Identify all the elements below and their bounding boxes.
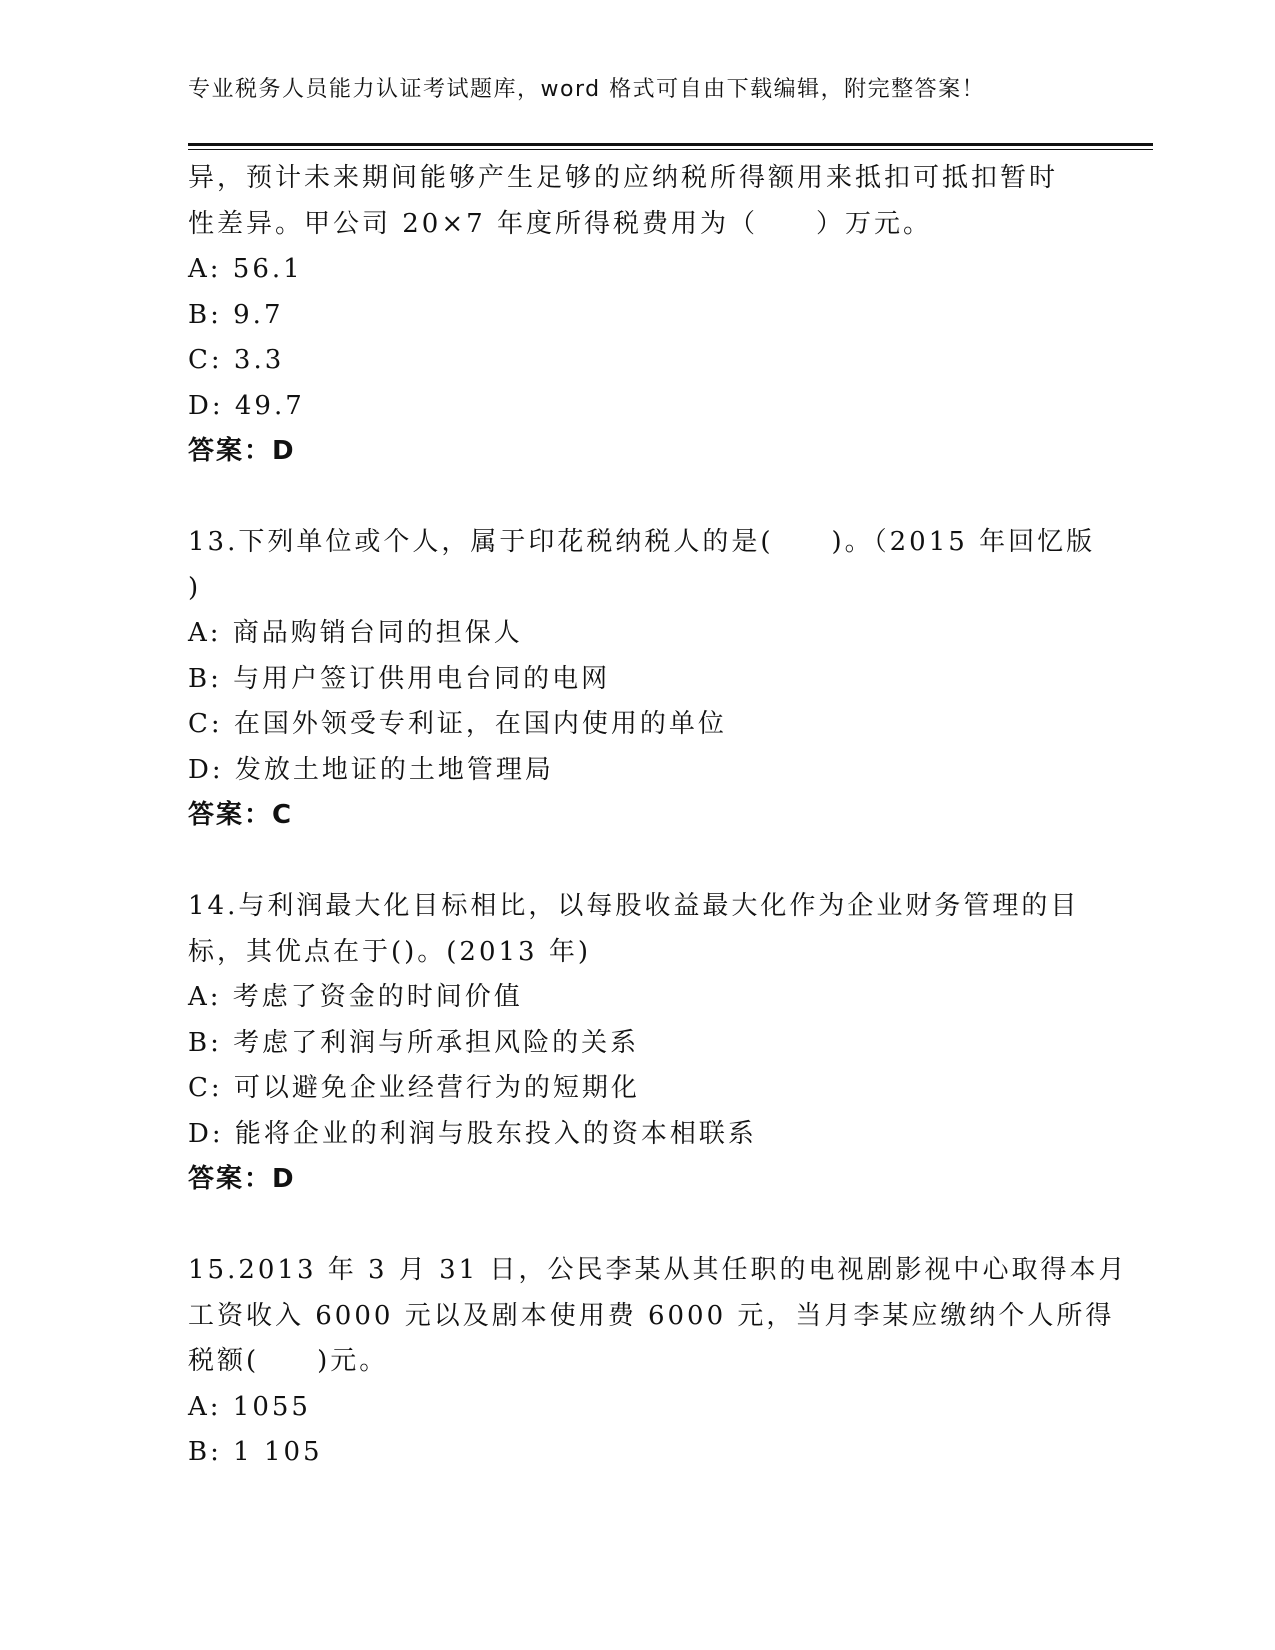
question-stem-line: 工资收入 6000 元以及剧本使用费 6000 元，当月李某应缴纳个人所得 xyxy=(188,1300,1115,1331)
option-b: B: 与用户签订供用电台同的电网 xyxy=(188,663,611,694)
option-c: C: 可以避免企业经营行为的短期化 xyxy=(188,1073,640,1103)
question-stem-line: ) xyxy=(188,572,202,603)
option-d: D: 能将企业的利润与股东投入的资本相联系 xyxy=(188,1118,757,1149)
answer: 答案：D xyxy=(188,1164,296,1194)
option-a: A: 考虑了资金的时间价值 xyxy=(188,982,523,1012)
question-stem-line: 标，其优点在于()。(2013 年) xyxy=(188,936,592,967)
header-rule-thin xyxy=(188,149,1153,150)
option-b: B: 1 105 xyxy=(188,1437,323,1467)
question-stem-line: 税额( )元。 xyxy=(188,1346,389,1376)
answer: 答案：C xyxy=(188,800,294,830)
page-header: 专业税务人员能力认证考试题库，word 格式可自由下载编辑，附完整答案！ xyxy=(188,77,986,102)
question-12 xyxy=(188,156,1088,475)
question-stem-line: 性差异。甲公司 20×7 年度所得税费用为（ ）万元。 xyxy=(188,208,932,239)
header-rule-thick xyxy=(188,143,1153,146)
question-list xyxy=(188,156,1128,1476)
question-14 xyxy=(188,884,1088,1203)
answer: 答案：D xyxy=(188,436,296,466)
option-b: B: 考虑了利润与所承担风险的关系 xyxy=(188,1027,640,1058)
option-c: C: 在国外领受专利证，在国内使用的单位 xyxy=(188,709,727,739)
question-stem-line: 异，预计未来期间能够产生足够的应纳税所得额用来抵扣可抵扣暂时 xyxy=(188,163,1059,193)
option-c: C: 3.3 xyxy=(188,345,285,375)
option-a: A: 商品购销台同的担保人 xyxy=(188,618,523,648)
option-a: A: 56.1 xyxy=(188,254,303,284)
spacer xyxy=(188,839,1088,885)
question-stem-line: 15.2013 年 3 月 31 日，公民李某从其任职的电视剧影视中心取得本月 xyxy=(188,1255,1128,1285)
question-stem-line: 14.与利润最大化目标相比，以每股收益最大化作为企业财务管理的目 xyxy=(188,891,1080,921)
option-b: B: 9.7 xyxy=(188,299,284,330)
option-a: A: 1055 xyxy=(188,1391,311,1422)
option-d: D: 49.7 xyxy=(188,390,305,421)
spacer xyxy=(188,475,1088,521)
option-d: D: 发放土地证的土地管理局 xyxy=(188,754,554,785)
question-13 xyxy=(188,520,1096,839)
question-15 xyxy=(188,1248,1128,1476)
spacer xyxy=(188,1203,1088,1249)
question-stem-line: 13.下列单位或个人，属于印花税纳税人的是( )。（2015 年回忆版 xyxy=(188,527,1096,557)
